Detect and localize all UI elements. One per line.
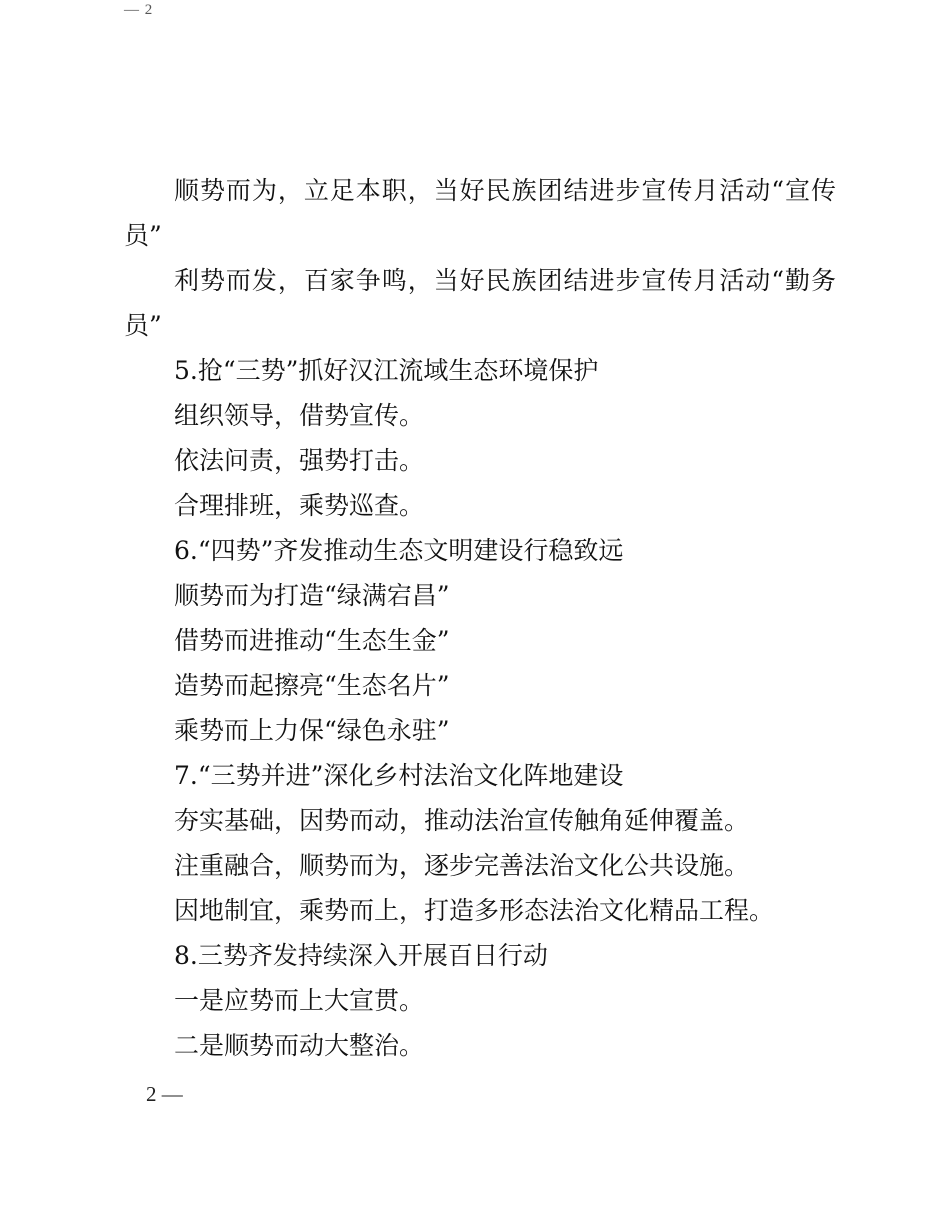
paragraph: 依法问责，强势打击。 <box>174 446 425 475</box>
paragraph: 因地制宜，乘势而上，打造多形态法治文化精品工程。 <box>174 896 775 925</box>
section-heading: 5.抢“三势”抓好汉江流域生态环境保护 <box>174 356 599 385</box>
paragraph: 乘势而上力保“绿色永驻” <box>174 716 450 745</box>
paragraph: 顺势而为，立足本职，当好民族团结进步宣传月活动“宣传员” <box>124 176 836 250</box>
paragraph: 合理排班，乘势巡查。 <box>174 491 425 520</box>
paragraph: 夯实基础，因势而动，推动法治宣传触角延伸覆盖。 <box>174 806 750 835</box>
paragraph: 利势而发，百家争鸣，当好民族团结进步宣传月活动“勤务员” <box>124 266 836 340</box>
section-heading: 8.三势齐发持续深入开展百日行动 <box>174 941 548 970</box>
paragraph: 一是应势而上大宣贯。 <box>174 986 425 1015</box>
paragraph: 造势而起擦亮“生态名片” <box>174 671 450 700</box>
paragraph: 注重融合，顺势而为，逐步完善法治文化公共设施。 <box>174 851 750 880</box>
section-heading: 6.“四势”齐发推动生态文明建设行稳致远 <box>174 536 624 565</box>
paragraph: 组织领导，借势宣传。 <box>174 401 425 430</box>
section-heading: 7.“三势并进”深化乡村法治文化阵地建设 <box>174 761 624 790</box>
paragraph: 借势而进推动“生态生金” <box>174 626 450 655</box>
paragraph: 二是顺势而动大整治。 <box>174 1031 425 1060</box>
body-text <box>124 168 836 1068</box>
header-page-number: — 2 <box>124 2 154 18</box>
footer-page-number: 2 — <box>146 1082 183 1106</box>
paragraph: 顺势而为打造“绿满宕昌” <box>174 581 450 610</box>
